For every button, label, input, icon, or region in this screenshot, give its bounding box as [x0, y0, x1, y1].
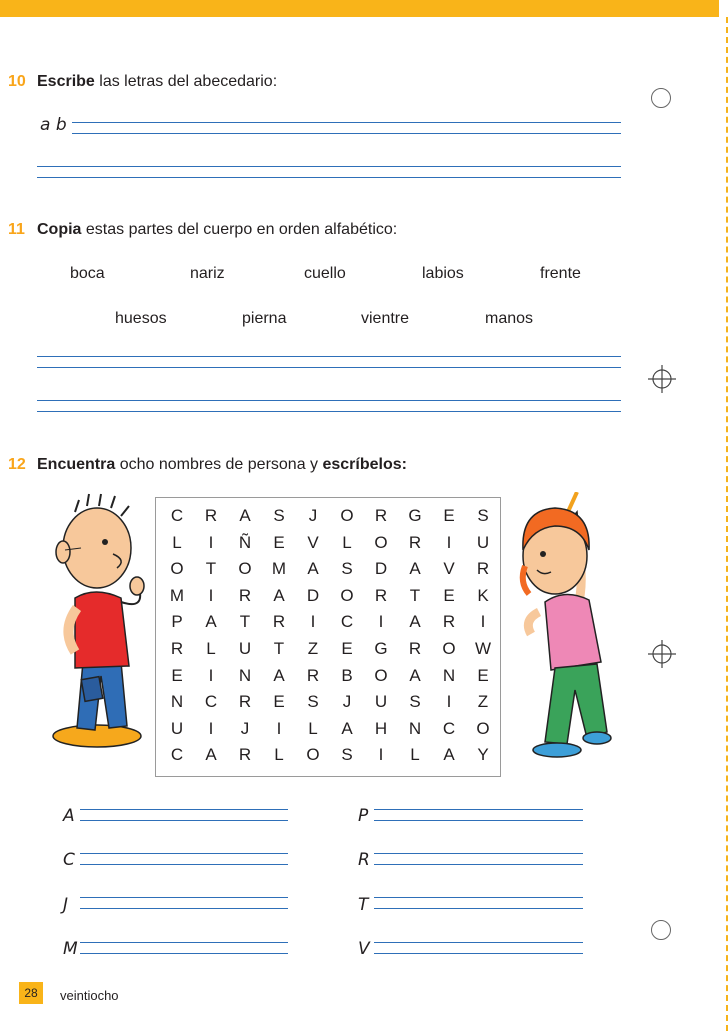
word-search-letter[interactable]: O — [442, 639, 456, 658]
word-search-row — [160, 666, 496, 692]
word-search-letter[interactable]: M — [169, 585, 185, 605]
word-search-letter[interactable]: I — [276, 718, 282, 738]
word-search-letter[interactable]: T — [205, 559, 217, 579]
exercise-10-instruction — [37, 73, 277, 91]
word-search-letter[interactable]: N — [408, 718, 422, 738]
word-search-letter[interactable]: T — [273, 639, 285, 658]
exercise-11-verb: Copia — [37, 221, 82, 238]
word-search-row — [160, 586, 496, 612]
word-search-letter[interactable]: B — [341, 665, 353, 685]
answer-line[interactable] — [80, 953, 288, 954]
crosshair-icon — [648, 640, 676, 668]
word-search-letter[interactable]: U — [476, 532, 490, 552]
answer-letter-c: C — [63, 850, 75, 870]
word-boca: boca — [70, 265, 105, 282]
word-search-letter[interactable]: S — [273, 506, 285, 525]
word-search-row — [160, 692, 496, 718]
word-search-letter[interactable]: M — [271, 559, 287, 579]
word-search-letter[interactable]: L — [342, 532, 352, 552]
word-search-letter[interactable]: S — [307, 692, 319, 712]
word-search-letter[interactable]: L — [308, 718, 318, 738]
word-search-letter[interactable]: N — [442, 665, 456, 685]
word-search-row — [160, 639, 496, 665]
exercise-12-instruction — [37, 456, 407, 474]
word-search-letter[interactable]: N — [238, 665, 252, 685]
word-search-letter[interactable]: Ñ — [238, 532, 252, 552]
writing-line[interactable] — [37, 166, 621, 167]
word-search-letter[interactable]: C — [170, 506, 184, 525]
word-search-letter[interactable]: U — [170, 718, 184, 738]
word-search-letter[interactable]: I — [446, 692, 452, 712]
answer-line[interactable] — [374, 897, 583, 898]
top-band-gap — [719, 0, 728, 17]
word-search-letter[interactable]: A — [409, 559, 421, 579]
word-search-letter[interactable]: G — [374, 639, 388, 658]
writing-line[interactable] — [37, 400, 621, 401]
word-search-letter[interactable]: O — [374, 665, 388, 685]
word-manos: manos — [485, 310, 534, 327]
word-search-letter[interactable]: E — [341, 639, 353, 658]
word-search-letter[interactable]: R — [476, 559, 490, 579]
word-search-letter[interactable]: I — [208, 532, 214, 552]
word-search-letter[interactable]: Z — [307, 639, 319, 658]
answer-line[interactable] — [80, 908, 288, 909]
word-search-letter[interactable]: N — [170, 692, 184, 712]
word-search-letter[interactable]: S — [409, 692, 421, 712]
word-search-letter[interactable]: R — [374, 585, 388, 605]
word-search-letter[interactable]: V — [443, 559, 455, 579]
word-search-letter[interactable]: A — [409, 612, 421, 632]
answer-letter-t: T — [358, 895, 369, 915]
word-search-letter[interactable]: A — [205, 745, 217, 765]
word-search-letter[interactable]: C — [442, 718, 456, 738]
exercise-11-text: estas partes del cuerpo en orden alfabético: — [81, 221, 398, 238]
answer-letter-v: V — [358, 939, 370, 959]
word-search-letter[interactable]: O — [340, 506, 354, 525]
word-vientre: vientre — [361, 310, 410, 327]
writing-line[interactable] — [37, 367, 621, 368]
top-color-band — [0, 0, 728, 17]
word-search-letter[interactable]: O — [170, 559, 184, 579]
answer-line[interactable] — [80, 942, 288, 943]
word-search-letter[interactable]: U — [374, 692, 388, 712]
page-word: veintiocho — [60, 988, 119, 1003]
word-search-letter[interactable]: I — [310, 612, 316, 632]
word-labios: labios — [422, 265, 464, 282]
exercise-10-number: 10 — [8, 73, 26, 90]
word-search-letter[interactable]: A — [273, 665, 285, 685]
word-search-letter[interactable]: D — [306, 585, 320, 605]
word-search-letter[interactable]: O — [238, 559, 252, 579]
word-search-letter[interactable]: C — [204, 692, 218, 712]
word-search-letter[interactable]: Z — [477, 692, 489, 712]
word-search-letter[interactable]: R — [374, 506, 388, 525]
word-search-letter[interactable]: R — [408, 532, 422, 552]
page-number: 28 — [19, 982, 43, 1004]
answer-letter-j: J — [63, 895, 69, 915]
word-search-letter[interactable]: R — [306, 665, 320, 685]
word-search-letter[interactable]: A — [443, 745, 455, 765]
word-search-letter[interactable]: I — [208, 665, 214, 685]
word-search-letter[interactable]: E — [171, 665, 183, 685]
word-search-letter[interactable]: Y — [477, 745, 489, 765]
answer-line[interactable] — [374, 864, 583, 865]
word-search-letter[interactable]: O — [476, 718, 490, 738]
word-search-letter[interactable]: C — [340, 612, 354, 632]
writing-line[interactable] — [37, 177, 621, 178]
word-search-letter[interactable]: I — [378, 612, 384, 632]
word-search-row — [160, 745, 496, 771]
binder-hole-icon — [651, 920, 671, 940]
word-search-letter[interactable]: O — [306, 745, 320, 765]
word-search-row — [160, 719, 496, 745]
word-search-letter[interactable]: I — [378, 745, 384, 765]
word-nariz: nariz — [190, 265, 225, 282]
word-search-letter[interactable]: R — [272, 612, 286, 632]
answer-line[interactable] — [374, 853, 583, 854]
answer-line[interactable] — [80, 864, 288, 865]
word-search-letter[interactable]: T — [409, 585, 421, 605]
writing-line[interactable] — [72, 122, 621, 123]
word-search-letter[interactable]: I — [480, 612, 486, 632]
word-search-letter[interactable]: A — [205, 612, 217, 632]
writing-line[interactable] — [72, 133, 621, 134]
word-search-letter[interactable]: A — [239, 506, 251, 525]
answer-line[interactable] — [80, 853, 288, 854]
exercise-11-number: 11 — [8, 221, 25, 238]
word-search-letter[interactable]: I — [446, 532, 452, 552]
word-cuello: cuello — [304, 265, 346, 282]
word-search-letter[interactable]: D — [374, 559, 388, 579]
word-search-letter[interactable]: V — [307, 532, 319, 552]
word-search-letter[interactable]: A — [409, 665, 421, 685]
word-search-letter[interactable]: G — [408, 506, 422, 525]
exercise-10-text: las letras del abecedario: — [94, 73, 278, 90]
word-search-letter[interactable]: E — [273, 532, 285, 552]
word-search-letter[interactable]: R — [442, 612, 456, 632]
word-search-letter[interactable]: K — [477, 585, 489, 605]
thinking-boy-illustration — [35, 490, 155, 755]
word-search-letter[interactable]: S — [477, 506, 489, 525]
word-search-letter[interactable]: R — [238, 692, 252, 712]
answer-letter-p: P — [358, 806, 369, 826]
word-search-letter[interactable]: L — [274, 745, 284, 765]
word-search-letter[interactable]: J — [308, 506, 318, 525]
binder-hole-icon — [651, 88, 671, 108]
word-search-letter[interactable]: E — [443, 506, 455, 525]
word-search-row — [160, 612, 496, 638]
word-search-letter[interactable]: P — [171, 612, 183, 632]
word-search-letter[interactable]: O — [340, 585, 354, 605]
answer-line[interactable] — [374, 809, 583, 810]
word-huesos: huesos — [115, 310, 167, 327]
word-search-letter[interactable]: L — [206, 639, 216, 658]
word-search-letter[interactable]: T — [239, 612, 251, 632]
word-search-letter[interactable]: A — [273, 585, 285, 605]
word-search-letter[interactable]: R — [238, 745, 252, 765]
exercise-12-text: ocho nombres de persona y — [115, 456, 323, 473]
writing-line[interactable] — [37, 411, 621, 412]
word-search-letter[interactable]: S — [341, 745, 353, 765]
word-search-letter[interactable]: R — [408, 639, 422, 658]
word-search-letter[interactable]: S — [341, 559, 353, 579]
word-search-letter[interactable]: L — [172, 532, 182, 552]
exercise-12-number: 12 — [8, 456, 26, 473]
word-search-letter[interactable]: I — [208, 585, 214, 605]
word-search-letter[interactable]: W — [474, 639, 492, 658]
exercise-10-verb: Escribe — [37, 73, 95, 90]
crosshair-icon — [648, 365, 676, 393]
answer-line[interactable] — [80, 820, 288, 821]
word-search-letter[interactable]: C — [170, 745, 184, 765]
answer-line[interactable] — [374, 908, 583, 909]
answer-line[interactable] — [80, 897, 288, 898]
word-search-row — [160, 559, 496, 585]
word-search-letter[interactable]: J — [342, 692, 352, 712]
answer-letter-m: M — [63, 939, 78, 959]
exercise-12-verb: Encuentra — [37, 456, 116, 473]
word-pierna: pierna — [242, 310, 287, 327]
answer-line[interactable] — [80, 809, 288, 810]
exercise-12-verb-2: escríbelos: — [322, 456, 407, 473]
word-search-letter[interactable]: H — [374, 718, 388, 738]
word-search-letter[interactable]: E — [273, 692, 285, 712]
answer-letter-r: R — [358, 850, 370, 870]
writing-line[interactable] — [37, 356, 621, 357]
writing-boy-illustration — [515, 492, 615, 762]
word-search-letter[interactable]: R — [170, 639, 184, 658]
word-search-letter[interactable]: E — [443, 585, 455, 605]
word-search-letter[interactable]: L — [410, 745, 420, 765]
exercise-11-instruction — [37, 221, 397, 239]
word-search-letter[interactable]: O — [374, 532, 388, 552]
word-search-letter[interactable]: I — [208, 718, 214, 738]
answer-line[interactable] — [374, 942, 583, 943]
word-frente: frente — [540, 265, 581, 282]
word-search-letter[interactable]: J — [240, 718, 250, 738]
word-search-letter[interactable]: U — [238, 639, 252, 658]
word-search-letter[interactable]: A — [341, 718, 353, 738]
word-search-row — [160, 533, 496, 559]
exercise-10-start-letters: a b — [40, 115, 67, 135]
word-search-letter[interactable]: A — [307, 559, 319, 579]
answer-letter-a: A — [63, 806, 75, 826]
answer-line[interactable] — [374, 953, 583, 954]
word-search-letter[interactable]: E — [477, 665, 489, 685]
word-search-row — [160, 506, 496, 532]
word-search-letter[interactable]: R — [238, 585, 252, 605]
answer-line[interactable] — [374, 820, 583, 821]
word-search-letter[interactable]: R — [204, 506, 218, 525]
